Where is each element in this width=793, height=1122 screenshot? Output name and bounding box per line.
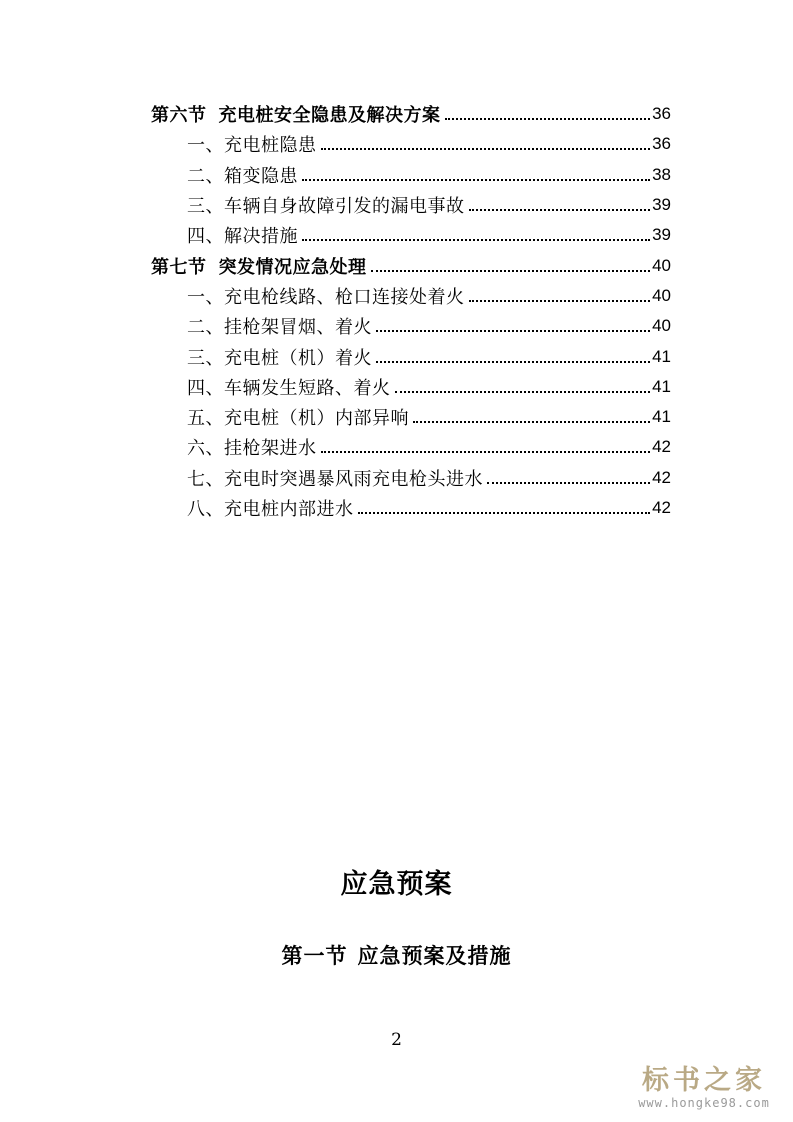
toc-entry-title: 箱变隐患 <box>224 165 298 187</box>
chapter-title: 应急预案 <box>340 869 453 900</box>
toc-entry-title: 车辆发生短路、着火 <box>224 377 391 399</box>
toc-entry-title: 挂枪架进水 <box>224 438 317 460</box>
toc-entry[interactable] <box>151 281 671 311</box>
toc-entry[interactable] <box>151 220 671 250</box>
watermark-text: 标书之家 <box>642 1065 766 1096</box>
toc-entry-title: 突发情况应急处理 <box>218 256 367 278</box>
toc-entry-label <box>151 101 441 127</box>
toc-entry[interactable] <box>151 129 671 159</box>
toc-entry-number: 六、 <box>187 438 224 460</box>
toc-entry-number: 一、 <box>187 286 224 308</box>
section-title: 应急预案及措施 <box>357 943 512 968</box>
toc-entry-page: 41 <box>652 346 671 366</box>
toc-leader-dots <box>321 148 651 150</box>
toc-entry-title: 解决措施 <box>224 226 298 248</box>
toc-entry-number: 七、 <box>187 468 224 490</box>
toc-entry-number: 三、 <box>187 347 224 369</box>
toc-entry[interactable] <box>151 493 671 523</box>
toc-entry-label <box>187 344 372 370</box>
toc-entry-label <box>187 434 317 460</box>
toc-leader-dots <box>376 361 650 363</box>
toc-entry-number: 五、 <box>187 408 224 430</box>
toc-entry-page: 42 <box>652 467 671 487</box>
toc-entry[interactable] <box>151 372 671 402</box>
toc-entry-page: 40 <box>652 316 671 336</box>
toc-entry-page: 39 <box>652 225 671 245</box>
toc-entry[interactable] <box>151 250 671 280</box>
toc-entry[interactable] <box>151 190 671 220</box>
toc-leader-dots <box>395 391 651 393</box>
toc-entry-page: 42 <box>652 437 671 457</box>
toc-entry-title: 充电桩内部进水 <box>224 499 354 520</box>
toc-entry[interactable] <box>151 160 671 190</box>
page-number: 2 <box>391 1030 402 1050</box>
toc-entry-page: 40 <box>652 255 671 275</box>
toc-entry-title: 充电桩（机）内部异响 <box>224 408 409 430</box>
toc-entry-label <box>187 374 391 400</box>
toc-entry-number: 四、 <box>187 226 224 248</box>
toc-entry-number: 一、 <box>187 135 224 157</box>
table-of-contents <box>151 99 671 523</box>
toc-entry[interactable] <box>151 341 671 371</box>
toc-entry-page: 42 <box>652 498 671 517</box>
toc-entry-number: 二、 <box>187 165 224 187</box>
toc-leader-dots <box>371 270 651 272</box>
toc-entry[interactable] <box>151 463 671 493</box>
toc-entry[interactable] <box>151 311 671 341</box>
toc-entry-number: 第七节 <box>151 256 207 278</box>
toc-entry-number: 第六节 <box>151 105 207 127</box>
toc-entry-title: 充电桩安全隐患及解决方案 <box>218 105 441 127</box>
toc-entry-label <box>187 131 317 157</box>
section-heading <box>0 940 793 970</box>
toc-leader-dots <box>469 300 651 302</box>
toc-entry-label <box>187 404 409 430</box>
toc-entry-title: 充电枪线路、枪口连接处着火 <box>224 286 465 308</box>
toc-entry-number: 二、 <box>187 317 224 339</box>
toc-entry-page: 41 <box>652 407 671 427</box>
toc-entry-page: 41 <box>652 376 671 396</box>
toc-entry-title: 充电桩（机）着火 <box>224 347 372 369</box>
toc-leader-dots <box>321 451 651 453</box>
toc-entry-title: 充电时突遇暴风雨充电枪头进水 <box>224 468 483 490</box>
toc-entry-number: 三、 <box>187 196 224 218</box>
toc-entry-title: 充电桩隐患 <box>224 135 317 157</box>
toc-entry-label <box>187 495 354 521</box>
toc-leader-dots <box>302 179 650 181</box>
toc-leader-dots <box>445 118 651 120</box>
toc-entry-page: 40 <box>652 285 671 305</box>
toc-entry-page: 38 <box>652 164 671 184</box>
toc-entry-label <box>187 313 372 339</box>
toc-entry-number: 八、 <box>187 499 224 520</box>
toc-leader-dots <box>302 239 650 241</box>
toc-entry-page: 36 <box>652 134 671 154</box>
toc-entry-number: 四、 <box>187 377 224 399</box>
toc-entry-label <box>187 192 465 218</box>
toc-entry-label <box>187 162 298 188</box>
toc-entry[interactable] <box>151 432 671 462</box>
toc-leader-dots <box>376 330 650 332</box>
toc-entry-title: 挂枪架冒烟、着火 <box>224 317 372 339</box>
toc-entry-label <box>151 253 367 279</box>
toc-leader-dots <box>469 209 651 211</box>
section-number: 第一节 <box>281 943 348 968</box>
toc-entry-label <box>187 465 483 491</box>
toc-leader-dots <box>487 482 650 484</box>
watermark-logo <box>629 1066 779 1110</box>
toc-leader-dots <box>413 421 650 423</box>
toc-entry-page: 39 <box>652 195 671 215</box>
toc-entry[interactable] <box>151 402 671 432</box>
toc-leader-dots <box>358 512 651 514</box>
toc-entry-page: 36 <box>652 104 671 124</box>
toc-entry[interactable] <box>151 99 671 129</box>
toc-entry-label <box>187 283 465 309</box>
watermark-url: www.hongke98.com <box>638 1096 770 1110</box>
toc-entry-label <box>187 222 298 248</box>
toc-entry-title: 车辆自身故障引发的漏电事故 <box>224 196 465 218</box>
